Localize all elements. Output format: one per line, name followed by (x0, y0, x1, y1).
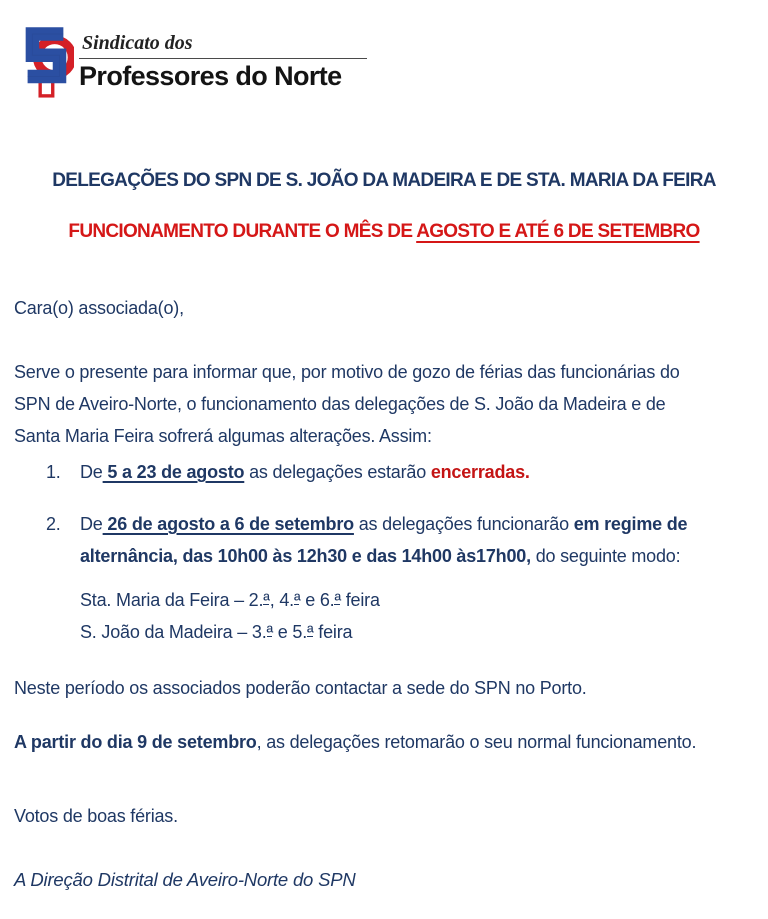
farewell: Votos de boas férias. (14, 806, 178, 826)
list-item-1-number: 1. (46, 462, 61, 482)
intro-line-1: Serve o presente para informar que, por motivo de gozo de férias das funcionárias do (14, 362, 680, 382)
subtitle-underlined: AGOSTO E ATÉ 6 DE SETEMBRO (416, 221, 700, 242)
letterhead-text (79, 32, 367, 92)
schedule-line-2 (80, 616, 380, 648)
spn-logo-icon (16, 22, 74, 104)
text-segment: feira (340, 590, 380, 610)
resume-note (14, 726, 696, 758)
notice-subtitle (0, 221, 768, 243)
text-segment: Sta. Maria da Feira – 2. (80, 590, 264, 610)
list-item-1-text (80, 456, 530, 488)
list-item-2-text (80, 508, 687, 572)
org-name-main: Professores do Norte (79, 61, 342, 91)
closed-highlight: encerradas (430, 462, 525, 482)
text-segment: feira (313, 622, 353, 642)
intro-line-3: Santa Maria Feira sofrerá algumas alterações. Assim: (14, 426, 432, 446)
ordinal-indicator: ª (334, 590, 341, 610)
intro-line-2: SPN de Aveiro-Norte, o funcionamento das delegações de S. João da Madeira e de (14, 394, 666, 414)
org-name-small: Sindicato dos (79, 32, 367, 59)
list-item-2-line-1 (80, 508, 687, 540)
text-segment: do seguinte modo: (530, 546, 681, 566)
salutation: Cara(o) associada(o), (14, 298, 184, 318)
text-segment: De (80, 514, 103, 534)
ordinal-indicator: ª (266, 622, 273, 642)
bold-segment: alternância, das 10h00 às 12h30 e das 14h00 às17h00, (80, 546, 531, 566)
text-segment: as delegações estarão (244, 462, 431, 482)
underlined-dates: 26 de agosto a 6 de setembro (102, 514, 354, 534)
list-item-2-number: 2. (46, 514, 61, 534)
intro-paragraph (14, 356, 680, 452)
ordinal-indicator: ª (263, 590, 270, 610)
text-segment: . (524, 462, 530, 482)
letterhead (16, 22, 367, 104)
ordinal-indicator: ª (307, 622, 314, 642)
underlined-dates: 5 a 23 de agosto (102, 462, 245, 482)
subtitle-prefix: FUNCIONAMENTO DURANTE O MÊS DE (68, 221, 417, 242)
text-segment: e 6. (300, 590, 335, 610)
text-segment: , as delegações retomarão o seu normal funcionamento. (256, 732, 697, 752)
text-segment: S. João da Madeira – 3. (80, 622, 267, 642)
schedule-block (80, 584, 380, 648)
text-segment: De (80, 462, 103, 482)
text-segment: as delegações funcionarão (353, 514, 574, 534)
bold-segment: A partir do dia 9 de setembro (14, 732, 257, 752)
list-item-1 (46, 456, 530, 488)
text-segment: e 5. (273, 622, 308, 642)
schedule-line-1 (80, 584, 380, 616)
signature: A Direção Distrital de Aveiro-Norte do SPN (14, 869, 356, 890)
ordinal-indicator: ª (293, 590, 301, 610)
list-item-2-line-2 (80, 540, 687, 572)
contact-note: Neste período os associados poderão contactar a sede do SPN no Porto. (14, 678, 587, 698)
list-item-2 (46, 508, 687, 572)
text-segment: , 4. (269, 590, 294, 610)
notice-title: DELEGAÇÕES DO SPN DE S. JOÃO DA MADEIRA E DE STA. MARIA DA FEIRA (52, 170, 716, 191)
bold-segment: em regime de (573, 514, 688, 534)
